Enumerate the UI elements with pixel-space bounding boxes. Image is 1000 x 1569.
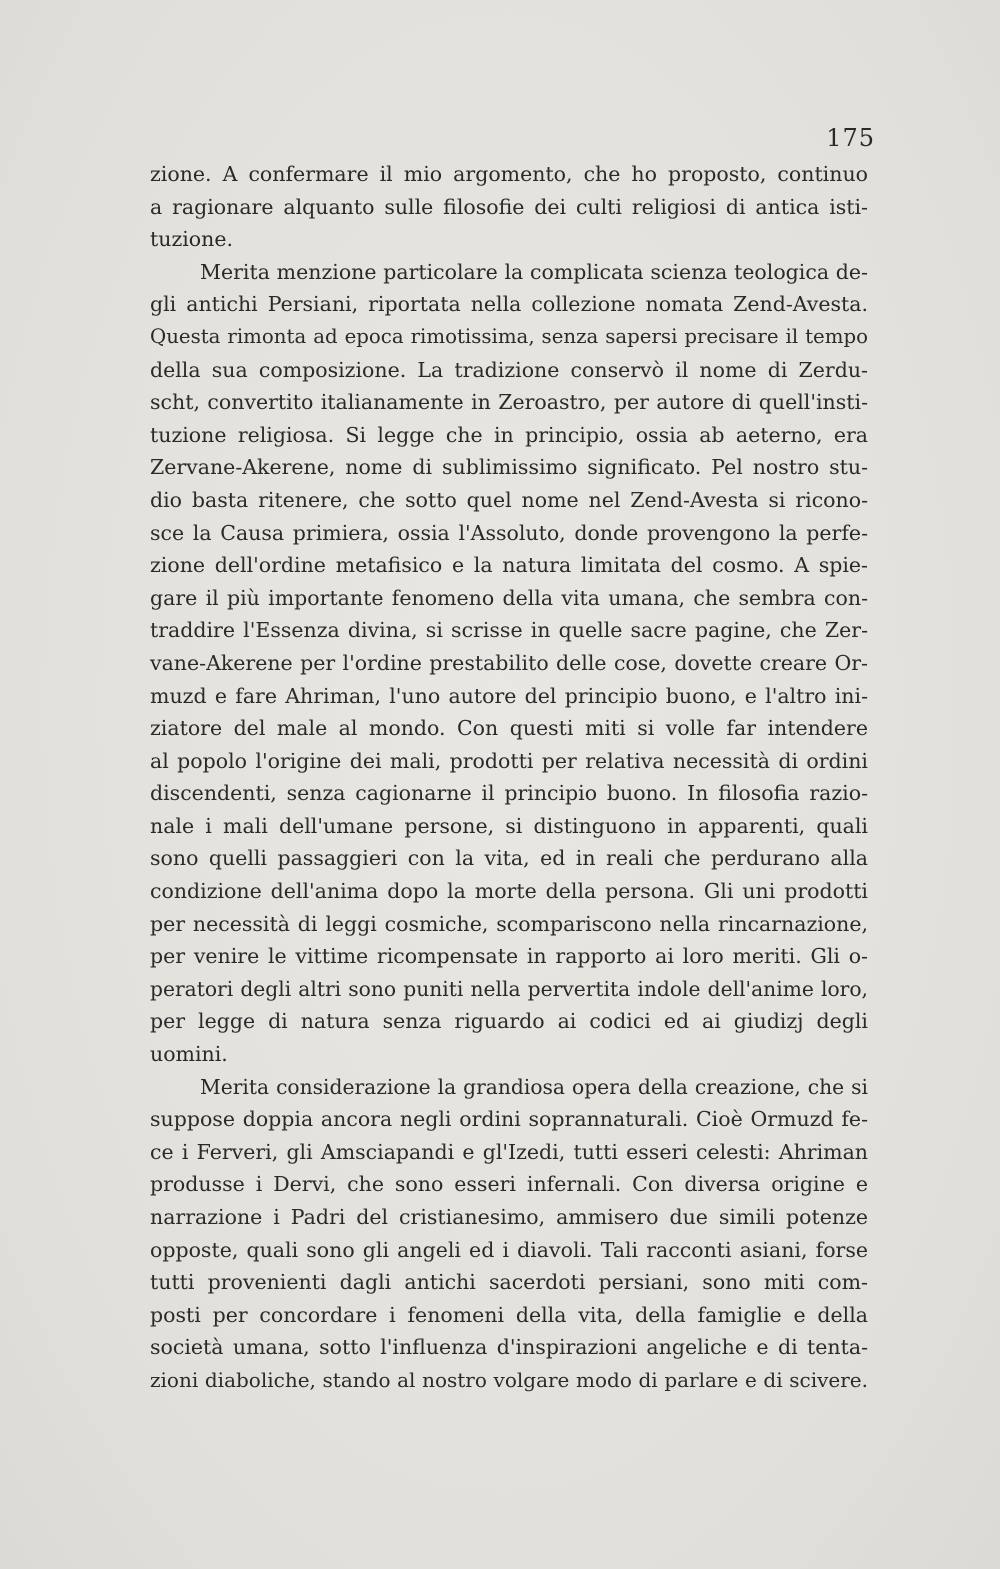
text-line: sce la Causa primiera, ossia l'Assoluto, donde provengono la perfe- [150,520,868,545]
text-line: discendenti, senza cagionarne il principio buono. In filosofia razio- [150,781,868,806]
text-line: tutti provenienti dagli antichi sacerdoti persiani, sono miti com- [150,1270,868,1295]
text-line: nale i mali dell'umane persone, si distinguono in apparenti, quali [150,813,868,838]
text-line: vane-Akerene per l'ordine prestabilito delle cose, dovette creare Or- [150,650,868,675]
text-line: per legge di natura senza riguardo ai codici ed ai giudizj degli [150,1009,868,1034]
text-line: ziatore del male al mondo. Con questi miti si volle far intendere [150,716,868,741]
text-line: Merita menzione particolare la complicata scienza teologica de- [200,259,868,284]
text-line: gare il più importante fenomeno della vita umana, che sembra con- [150,585,868,610]
text-line: zione dell'ordine metafisico e la natura limitata del cosmo. A spie- [150,553,868,578]
text-line: a ragionare alquanto sulle filosofie dei culti religiosi di antica isti- [150,194,868,219]
text-line: peratori degli altri sono puniti nella pervertita indole dell'anime loro, [150,976,868,1001]
text-line: produsse i Dervi, che sono esseri infernali. Con diversa origine e [150,1172,868,1197]
text-line: tuzione religiosa. Si legge che in principio, ossia ab aeterno, era [150,422,868,447]
text-line: Questa rimonta ad epoca rimotissima, senza sapersi precisare il tempo [150,324,868,348]
text-line: dio basta ritenere, che sotto quel nome nel Zend-Avesta si ricono- [150,487,868,512]
text-line: opposte, quali sono gli angeli ed i diavoli. Tali racconti asiani, forse [150,1237,868,1262]
text-line: società umana, sotto l'influenza d'inspirazioni angeliche e di tenta- [150,1335,868,1360]
text-line: traddire l'Essenza divina, si scrisse in quelle sacre pagine, che Zer- [150,618,868,643]
text-line: condizione dell'anima dopo la morte della persona. Gli uni prodotti [150,879,868,904]
text-line: suppose doppia ancora negli ordini soprannaturali. Cioè Ormuzd fe- [150,1107,868,1132]
text-line: uomini. [150,1042,228,1067]
text-line: muzd e fare Ahriman, l'uno autore del principio buono, e l'altro ini- [150,683,868,708]
page-number: 175 [826,124,875,152]
text-line: Zervane-Akerene, nome di sublimissimo significato. Pel nostro stu- [150,455,868,480]
text-line: tuzione. [150,227,233,252]
text-line: per necessità di leggi cosmiche, scompariscono nella rincarnazione, [150,911,868,936]
text-line: della sua composizione. La tradizione conservò il nome di Zerdu- [150,357,868,382]
text-line: sono quelli passaggieri con la vita, ed in reali che perdurano alla [150,846,868,871]
body-text [150,158,868,1397]
text-line: zione. A confermare il mio argomento, che ho proposto, continuo [150,162,868,186]
text-line: per venire le vittime ricompensate in rapporto ai loro meriti. Gli o- [150,944,868,969]
text-line: scht, convertito italianamente in Zeroastro, per autore di quell'insti- [150,390,868,415]
text-line: gli antichi Persiani, riportata nella collezione nomata Zend-Avesta. [150,292,868,317]
text-line: posti per concordare i fenomeni della vita, della famiglie e della [150,1302,868,1327]
text-line: zioni diaboliche, stando al nostro volgare modo di parlare e di scivere. [150,1367,868,1392]
text-line: al popolo l'origine dei mali, prodotti per relativa necessità di ordini [150,748,868,773]
text-line: narrazione i Padri del cristianesimo, ammisero due simili potenze [150,1205,868,1229]
text-line: Merita considerazione la grandiosa opera della creazione, che si [200,1074,868,1099]
text-line: ce i Ferveri, gli Amsciapandi e gl'Izedi, tutti esseri celesti: Ahriman [150,1139,868,1164]
